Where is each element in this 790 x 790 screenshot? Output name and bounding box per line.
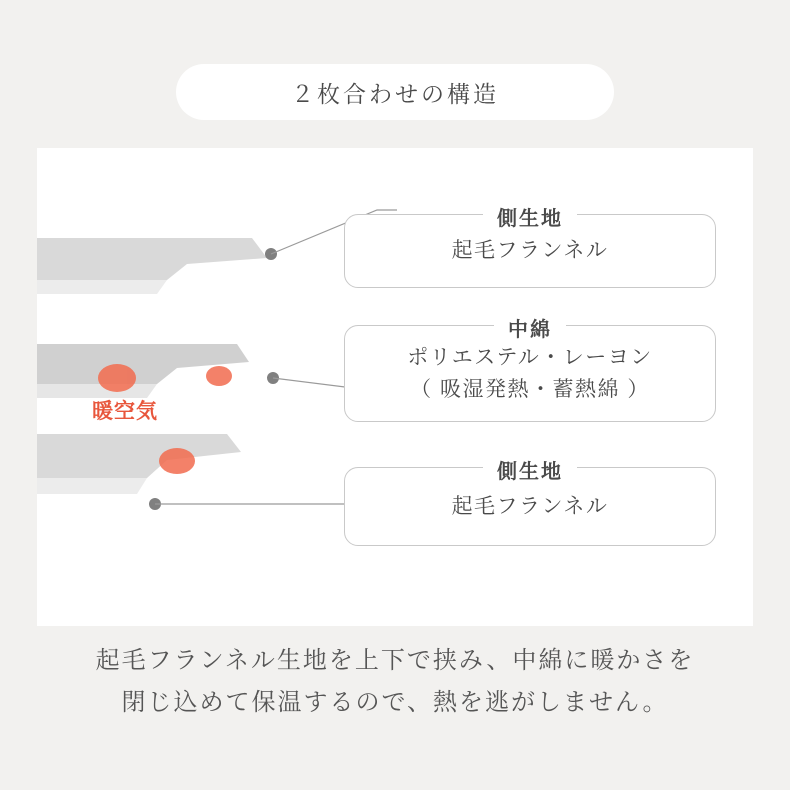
description-line-1: 起毛フランネル生地を上下で挟み、中綿に暖かさを	[95, 647, 695, 674]
callout-top-fabric	[344, 208, 716, 288]
callout-top-line-1: 起毛フランネル	[451, 239, 609, 263]
section-title-pill	[176, 64, 614, 120]
callout-top-title: 側生地	[483, 202, 577, 231]
layer-top-fabric	[37, 238, 267, 294]
layer-bottom-fabric	[37, 434, 241, 494]
callout-wadding-title: 中綿	[494, 313, 566, 342]
callout-bottom-line-1: 起毛フランネル	[451, 494, 609, 518]
callout-wadding-line-2: （ 吸湿発熱・蓄熱綿 ）	[410, 377, 650, 401]
description-line-2: 閉じ込めて保温するので、熱を逃がしません。	[121, 689, 669, 716]
callout-wadding	[344, 319, 716, 422]
callout-bottom-fabric	[344, 461, 716, 546]
callout-bottom-title: 側生地	[483, 455, 577, 484]
warm-air-label: 暖空気	[92, 400, 158, 423]
page-title: ２枚合わせの構造	[291, 80, 499, 107]
fabric-layers-illustration	[37, 148, 337, 626]
callout-wadding-line-1: ポリエステル・レーヨン	[407, 346, 653, 369]
description-block	[0, 640, 790, 724]
